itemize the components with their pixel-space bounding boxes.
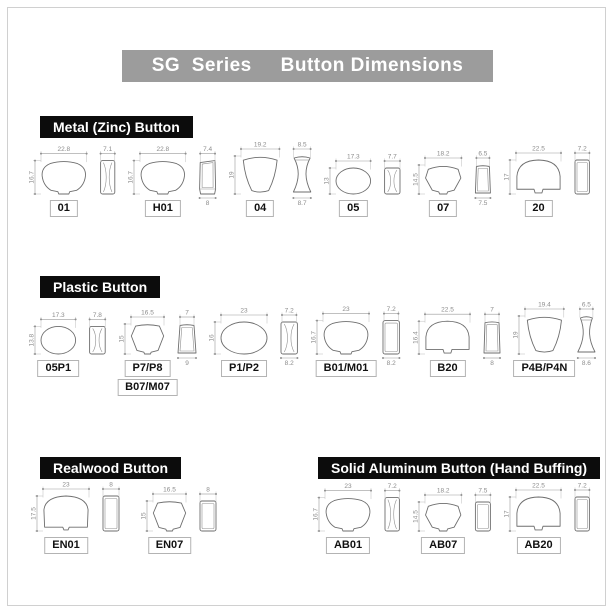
svg-text:16.7: 16.7 [312, 507, 320, 521]
dimension-drawing [412, 300, 512, 368]
model-label: B01/M01 [316, 360, 377, 377]
dimension-drawing [28, 300, 118, 368]
svg-text:13.8: 13.8 [28, 333, 36, 347]
svg-text:17: 17 [503, 510, 511, 518]
svg-text:8.5: 8.5 [297, 141, 307, 149]
section-label-realwood: Realwood Button [40, 457, 181, 479]
model-label-group [44, 537, 88, 554]
svg-text:23: 23 [344, 483, 352, 491]
button-cell-05p1 [28, 300, 118, 400]
button-cell-07 [412, 140, 503, 240]
svg-text:17: 17 [503, 173, 511, 181]
dimension-drawing [312, 477, 412, 545]
svg-text:17.5: 17.5 [30, 507, 38, 520]
svg-text:16.7: 16.7 [28, 170, 36, 184]
model-label: 05 [339, 200, 367, 217]
dimension-drawing [503, 140, 602, 208]
button-row-plastic [28, 300, 593, 400]
model-label-group [316, 360, 377, 377]
svg-text:7.8: 7.8 [92, 311, 102, 319]
model-label-group [339, 200, 367, 217]
svg-text:7: 7 [185, 309, 189, 317]
svg-text:19.2: 19.2 [253, 141, 267, 149]
button-cell-p1p2 [208, 300, 310, 400]
button-cell-b20 [412, 300, 512, 400]
button-row-aluminum [312, 477, 597, 577]
model-label: AB07 [421, 537, 465, 554]
model-label: AB20 [516, 537, 560, 554]
model-label-group [145, 200, 181, 217]
svg-text:8.2: 8.2 [386, 360, 396, 367]
svg-text:23: 23 [342, 306, 350, 314]
svg-text:7.2: 7.2 [577, 482, 587, 490]
model-label-group [516, 537, 560, 554]
svg-text:7.5: 7.5 [478, 200, 488, 207]
button-cell-h01 [127, 140, 228, 240]
button-cell-05 [323, 140, 412, 240]
dimension-drawing [310, 300, 412, 368]
svg-text:22.8: 22.8 [57, 146, 71, 154]
svg-text:7.2: 7.2 [577, 145, 587, 153]
svg-text:7.5: 7.5 [478, 487, 488, 495]
button-cell-ab07 [412, 477, 503, 577]
dimension-drawing [503, 477, 602, 545]
model-label-group [524, 200, 552, 217]
svg-text:15: 15 [140, 512, 148, 520]
dimension-drawing [412, 140, 503, 208]
svg-text:16: 16 [208, 334, 216, 342]
svg-text:23: 23 [240, 307, 248, 315]
svg-text:7.2: 7.2 [386, 306, 396, 314]
model-label: H01 [145, 200, 181, 217]
svg-text:19.4: 19.4 [538, 301, 551, 309]
svg-text:17.3: 17.3 [51, 311, 65, 319]
page-title: SG Series Button Dimensions [122, 50, 493, 82]
svg-text:8: 8 [109, 481, 113, 489]
dimension-drawing [127, 140, 228, 208]
model-label: AB01 [326, 537, 370, 554]
button-cell-en01 [30, 477, 131, 577]
button-cell-b01m01 [310, 300, 412, 400]
model-label: EN07 [148, 537, 192, 554]
svg-text:19: 19 [228, 171, 236, 179]
svg-text:16.5: 16.5 [141, 309, 154, 317]
model-label-group [246, 200, 274, 217]
svg-text:22.5: 22.5 [441, 306, 454, 314]
svg-text:8.2: 8.2 [284, 360, 294, 367]
button-cell-ab01 [312, 477, 412, 577]
svg-text:18.2: 18.2 [436, 150, 450, 158]
svg-text:7: 7 [490, 306, 494, 314]
button-cell-20 [503, 140, 602, 240]
svg-text:16.7: 16.7 [310, 330, 318, 344]
svg-text:22.8: 22.8 [156, 146, 170, 154]
model-label-group [421, 537, 465, 554]
model-label: 01 [50, 200, 78, 217]
model-label-group [429, 200, 457, 217]
svg-text:22.5: 22.5 [532, 145, 545, 153]
model-label-group [429, 360, 465, 377]
button-cell-01 [28, 140, 127, 240]
svg-text:16.7: 16.7 [127, 170, 135, 184]
model-label-group [50, 200, 78, 217]
dimension-drawing [30, 477, 131, 545]
svg-text:8: 8 [490, 360, 494, 367]
dimension-drawing [118, 300, 208, 368]
section-label-aluminum: Solid Aluminum Button (Hand Buffing) [318, 457, 600, 479]
button-cell-en07 [140, 477, 228, 577]
dimension-drawing [412, 477, 503, 545]
model-label: P1/P2 [221, 360, 267, 377]
svg-text:13: 13 [323, 177, 331, 185]
model-label-group [148, 537, 192, 554]
svg-text:15: 15 [118, 335, 126, 343]
svg-text:8.7: 8.7 [297, 200, 307, 207]
section-label-metal: Metal (Zinc) Button [40, 116, 193, 138]
svg-text:16.4: 16.4 [412, 331, 420, 344]
svg-text:14.5: 14.5 [412, 173, 420, 186]
svg-text:19: 19 [512, 331, 520, 339]
svg-text:7.1: 7.1 [103, 146, 113, 154]
model-label: B07/M07 [117, 379, 178, 396]
svg-text:7.4: 7.4 [203, 146, 213, 154]
svg-text:14.5: 14.5 [412, 510, 420, 523]
svg-text:9: 9 [185, 360, 189, 367]
svg-text:6.5: 6.5 [478, 150, 488, 158]
svg-text:23: 23 [62, 481, 70, 489]
button-row-realwood [30, 477, 228, 577]
dimension-drawing [512, 300, 607, 368]
svg-text:8: 8 [206, 486, 210, 494]
svg-text:6.5: 6.5 [581, 301, 591, 309]
dimension-drawing [323, 140, 412, 208]
svg-text:17.3: 17.3 [346, 153, 360, 161]
dimension-drawing [208, 300, 310, 368]
model-label-group [326, 537, 370, 554]
button-cell-04 [228, 140, 323, 240]
model-label: 04 [246, 200, 274, 217]
model-label-group [513, 360, 575, 377]
svg-text:16.5: 16.5 [163, 486, 176, 494]
model-label-group [117, 360, 178, 396]
dimension-drawing [28, 140, 127, 208]
model-label: P4B/P4N [513, 360, 575, 377]
model-label: EN01 [44, 537, 88, 554]
button-cell-p4bp4n [512, 300, 607, 400]
svg-text:22.5: 22.5 [532, 482, 545, 490]
button-cell-p7p8 [118, 300, 208, 400]
svg-text:7.2: 7.2 [387, 483, 397, 491]
svg-text:7.2: 7.2 [284, 307, 294, 315]
svg-text:8: 8 [205, 200, 210, 207]
dimension-drawing [228, 140, 323, 208]
model-label: B20 [429, 360, 465, 377]
button-cell-ab20 [503, 477, 602, 577]
model-label: 20 [524, 200, 552, 217]
model-label: 05P1 [37, 360, 79, 377]
model-label: 07 [429, 200, 457, 217]
model-label: P7/P8 [125, 360, 171, 377]
model-label-group [221, 360, 267, 377]
model-label-group [37, 360, 79, 377]
dimension-drawing [140, 477, 228, 545]
svg-text:8.6: 8.6 [581, 360, 591, 367]
svg-text:7.7: 7.7 [387, 153, 397, 161]
button-row-metal [28, 140, 593, 240]
svg-text:18.2: 18.2 [436, 487, 450, 495]
section-label-plastic: Plastic Button [40, 276, 160, 298]
